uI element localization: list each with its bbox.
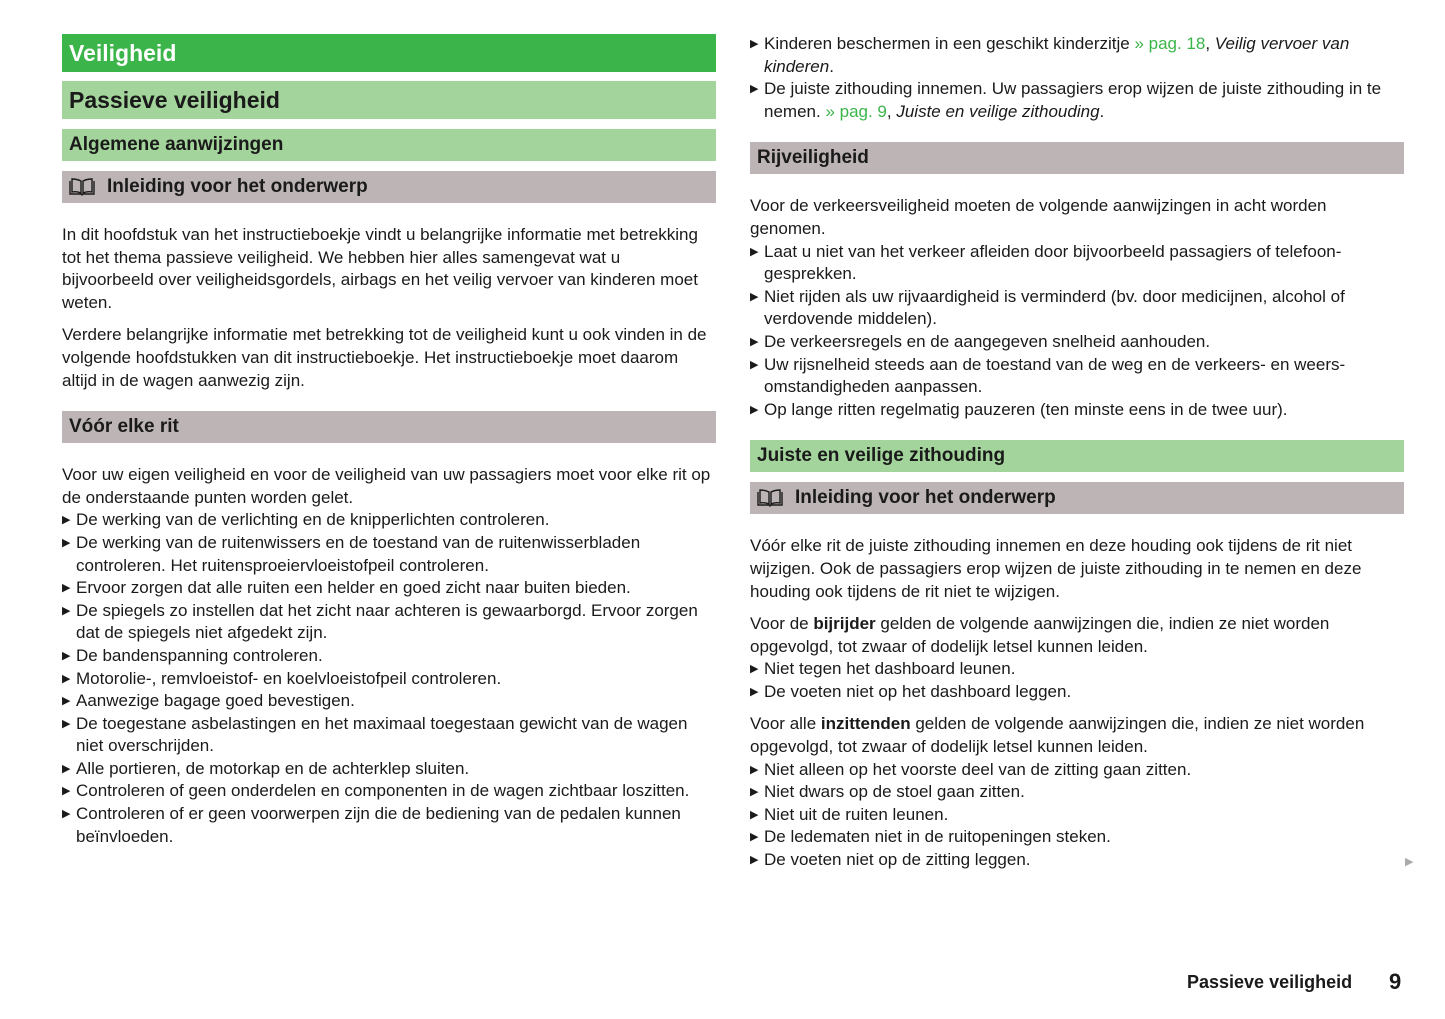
page-number: 9 bbox=[1389, 969, 1402, 994]
text-segment: Voor de verkeersveiligheid moeten de volgende aanwijzingen in acht worden genomen. bbox=[750, 196, 1327, 238]
text-segment: Aanwezige bagage goed bevestigen. bbox=[76, 691, 355, 711]
text-segment: Op lange ritten regelmatig pauzeren (ten minste eens in de twee uur). bbox=[764, 399, 1288, 419]
footer-section-title: Passieve veiligheid bbox=[1187, 972, 1353, 992]
left-column bbox=[62, 34, 716, 848]
list-item bbox=[750, 681, 1404, 704]
heading-vo-o-r-elke-rit bbox=[62, 411, 716, 443]
list-item bbox=[62, 758, 716, 781]
paragraph bbox=[62, 224, 716, 314]
bullet-triangle-icon: ▶ bbox=[750, 663, 759, 676]
text-segment: De voeten niet op het dashboard leggen. bbox=[764, 681, 1072, 701]
list-item bbox=[750, 826, 1404, 849]
list-item bbox=[750, 849, 1404, 872]
heading-text: Vóór elke rit bbox=[69, 416, 179, 438]
bullet-triangle-icon: ▶ bbox=[750, 808, 759, 821]
text-segment: Motorolie-, remvloeistof- en koelvloeistofpeil controleren. bbox=[76, 668, 502, 688]
heading-inleiding-voor-het-onderwerp bbox=[750, 482, 1404, 514]
heading-text: Passieve veiligheid bbox=[69, 86, 280, 113]
text-segment: , bbox=[1205, 34, 1215, 53]
text-segment: De toegestane asbelastingen en het maximaal toegestaan gewicht van de wagen niet overschrijden. bbox=[76, 713, 688, 756]
text-segment: Voor alle bbox=[750, 714, 821, 734]
list-item bbox=[750, 331, 1404, 354]
list-item bbox=[750, 241, 1404, 286]
list-item bbox=[750, 33, 1404, 78]
heading-text: Veiligheid bbox=[69, 39, 177, 66]
paragraph bbox=[62, 324, 716, 392]
text-segment: gelden de volgende aanwijzingen die, indien ze niet worden opgevolgd, tot zwaar of dodelijk letsel kunnen leiden. bbox=[750, 614, 1330, 656]
text-segment: , bbox=[886, 101, 897, 121]
text-segment: Voor de bbox=[750, 614, 814, 634]
list-item bbox=[62, 713, 716, 758]
bullet-triangle-icon: ▶ bbox=[750, 854, 759, 867]
list-item bbox=[62, 600, 716, 645]
heading-text: Inleiding voor het onderwerp bbox=[107, 176, 368, 197]
text-segment: Alle portieren, de motorkap en de achterklep sluiten. bbox=[76, 758, 470, 778]
list-item bbox=[62, 509, 716, 532]
bullet-triangle-icon: ▶ bbox=[750, 685, 759, 698]
bullet-triangle-icon: ▶ bbox=[750, 358, 759, 371]
text-segment: De verkeersregels en de aangegeven snelheid aanhouden. bbox=[764, 331, 1211, 351]
text-segment: Ervoor zorgen dat alle ruiten een helder en goed zicht naar buiten bieden. bbox=[76, 578, 631, 598]
text-segment: . bbox=[829, 56, 834, 76]
page-reference-link[interactable]: » pag. 9 bbox=[825, 101, 887, 121]
bullet-triangle-icon: ▶ bbox=[62, 514, 71, 527]
text-segment: Laat u niet van het verkeer afleiden door bijvoorbeeld passagiers of telefoongesprekken. bbox=[764, 241, 1342, 284]
list-item bbox=[62, 690, 716, 713]
right-column bbox=[750, 33, 1404, 872]
heading-veiligheid bbox=[62, 34, 716, 72]
bullet-triangle-icon: ▶ bbox=[62, 785, 71, 798]
heading-text: Algemene aanwijzingen bbox=[69, 134, 284, 155]
bullet-triangle-icon: ▶ bbox=[750, 83, 759, 96]
text-segment: Kinderen beschermen in een geschikt kinderzitje bbox=[764, 34, 1135, 53]
reference-title: Veilig vervoer van kinderen bbox=[764, 34, 1350, 76]
text-segment: Voor uw eigen veiligheid en voor de veiligheid van uw passagiers moet voor elke rit op de onderstaande punten worden gelet. bbox=[62, 465, 711, 507]
paragraph bbox=[750, 535, 1404, 603]
text-segment: Niet dwars op de stoel gaan zitten. bbox=[764, 782, 1025, 802]
text-segment: In dit hoofdstuk van het instructieboekje vindt u belangrijke informatie met betrekking tot het thema passieve veiligheid. We hebben hier alles samengevat wat u bijvoorbeeld over veiligheidsgordels, airbags en het veilig vervoer van kinderen moet weten. bbox=[62, 225, 698, 312]
text-segment: gelden de volgende aanwijzingen die, indien ze niet worden opgevolgd, tot zwaar of dodelijk letsel kunnen leiden. bbox=[750, 714, 1365, 757]
text-segment: Controleren of er geen voorwerpen zijn die de bediening van de pedalen kunnen beïnvloeden. bbox=[76, 804, 681, 846]
heading-text: Juiste en veilige zithouding bbox=[757, 445, 1006, 467]
bullet-triangle-icon: ▶ bbox=[62, 649, 71, 662]
bullet-triangle-icon: ▶ bbox=[750, 38, 759, 50]
bullet-triangle-icon: ▶ bbox=[750, 763, 759, 776]
text-segment: . bbox=[1099, 101, 1105, 121]
list-item bbox=[750, 354, 1404, 399]
heading-juiste-en-veilige-zithouding bbox=[750, 440, 1404, 472]
bullet-triangle-icon: ▶ bbox=[62, 582, 71, 595]
text-segment: De werking van de ruitenwissers en de toestand van de ruitenwisserbladen controleren. Het ruitensproeiervloeistofpeil controleren. bbox=[76, 532, 641, 575]
next-page-arrow-icon: ▶ bbox=[1405, 856, 1414, 868]
list-item bbox=[750, 781, 1404, 804]
page-reference-link[interactable]: » pag. 18 bbox=[1134, 34, 1206, 53]
bullet-triangle-icon: ▶ bbox=[62, 604, 71, 617]
list-item bbox=[750, 804, 1404, 827]
list-item bbox=[750, 658, 1404, 681]
paragraph bbox=[62, 464, 716, 509]
text-segment: Niet rijden als uw rijvaardigheid is verminderd (bv. door medicijnen, alcohol of verdovende middelen). bbox=[764, 286, 1345, 329]
text-segment: De bandenspanning controleren. bbox=[76, 645, 323, 665]
list-item bbox=[62, 668, 716, 691]
paragraph bbox=[750, 195, 1404, 240]
bullet-triangle-icon: ▶ bbox=[62, 672, 71, 685]
book-icon bbox=[757, 489, 783, 507]
list-item bbox=[62, 803, 716, 848]
heading-text: Inleiding voor het onderwerp bbox=[795, 487, 1056, 509]
heading-rijveiligheid bbox=[750, 142, 1404, 174]
book-icon bbox=[69, 178, 95, 196]
list-item bbox=[62, 645, 716, 668]
list-item bbox=[750, 399, 1404, 422]
list-item bbox=[62, 780, 716, 803]
emphasis-text: bijrijder bbox=[813, 614, 876, 634]
text-segment: De ledematen niet in de ruitopeningen steken. bbox=[764, 827, 1111, 847]
reference-title: Juiste en veilige zithouding bbox=[896, 101, 1100, 121]
bullet-triangle-icon: ▶ bbox=[750, 245, 759, 258]
list-item bbox=[62, 532, 716, 577]
bullet-triangle-icon: ▶ bbox=[62, 717, 71, 730]
bullet-triangle-icon: ▶ bbox=[62, 695, 71, 708]
list-item bbox=[750, 759, 1404, 782]
text-segment: De werking van de verlichting en de knipperlichten controleren. bbox=[76, 510, 550, 530]
text-segment: Vóór elke rit de juiste zithouding innemen en deze houding ook tijdens de rit niet wijzigen. Ook de passagiers erop wijzen de juiste zithouding in te nemen en deze houding ook tijdens de rit niet te wijzigen. bbox=[750, 536, 1362, 601]
text-segment: De juiste zithouding innemen. Uw passagiers erop wijzen de juiste zithouding in te nemen. bbox=[764, 79, 1382, 121]
text-segment: De spiegels zo instellen dat het zicht naar achteren is gewaarborgd. Ervoor zorgen dat de spiegels niet afgedekt zijn. bbox=[76, 600, 698, 643]
text-segment: De voeten niet op de zitting leggen. bbox=[764, 850, 1031, 870]
text-segment: Uw rijsnelheid steeds aan de toestand van de weg en de verkeers- en weersomstandigheden aanpassen. bbox=[764, 354, 1346, 397]
bullet-triangle-icon: ▶ bbox=[750, 290, 759, 303]
paragraph bbox=[750, 713, 1404, 758]
heading-passieve-veiligheid bbox=[62, 81, 716, 119]
list-item bbox=[750, 78, 1404, 123]
text-segment: Controleren of geen onderdelen en componenten in de wagen zichtbaar loszitten. bbox=[76, 781, 690, 801]
emphasis-text: inzittenden bbox=[820, 714, 911, 734]
bullet-triangle-icon: ▶ bbox=[750, 403, 759, 416]
text-segment: Verdere belangrijke informatie met betrekking tot de veiligheid kunt u ook vinden in de volgende hoofdstukken van dit instructieboekje. Het instructieboekje moet daarom altijd in de wagen aanwezig zijn. bbox=[62, 325, 707, 390]
text-segment: Niet alleen op het voorste deel van de zitting gaan zitten. bbox=[764, 759, 1192, 779]
heading-algemene-aanwijzingen bbox=[62, 129, 716, 161]
list-item bbox=[62, 577, 716, 600]
bullet-triangle-icon: ▶ bbox=[750, 831, 759, 844]
bullet-triangle-icon: ▶ bbox=[62, 808, 71, 821]
bullet-triangle-icon: ▶ bbox=[62, 536, 71, 549]
text-segment: Niet uit de ruiten leunen. bbox=[764, 804, 949, 824]
paragraph bbox=[750, 613, 1404, 658]
bullet-triangle-icon: ▶ bbox=[750, 335, 759, 348]
text-segment: Niet tegen het dashboard leunen. bbox=[764, 659, 1016, 679]
bullet-triangle-icon: ▶ bbox=[750, 786, 759, 799]
heading-inleiding-voor-het-onderwerp bbox=[62, 171, 716, 203]
heading-text: Rijveiligheid bbox=[757, 147, 869, 169]
bullet-triangle-icon: ▶ bbox=[62, 762, 71, 775]
list-item bbox=[750, 286, 1404, 331]
